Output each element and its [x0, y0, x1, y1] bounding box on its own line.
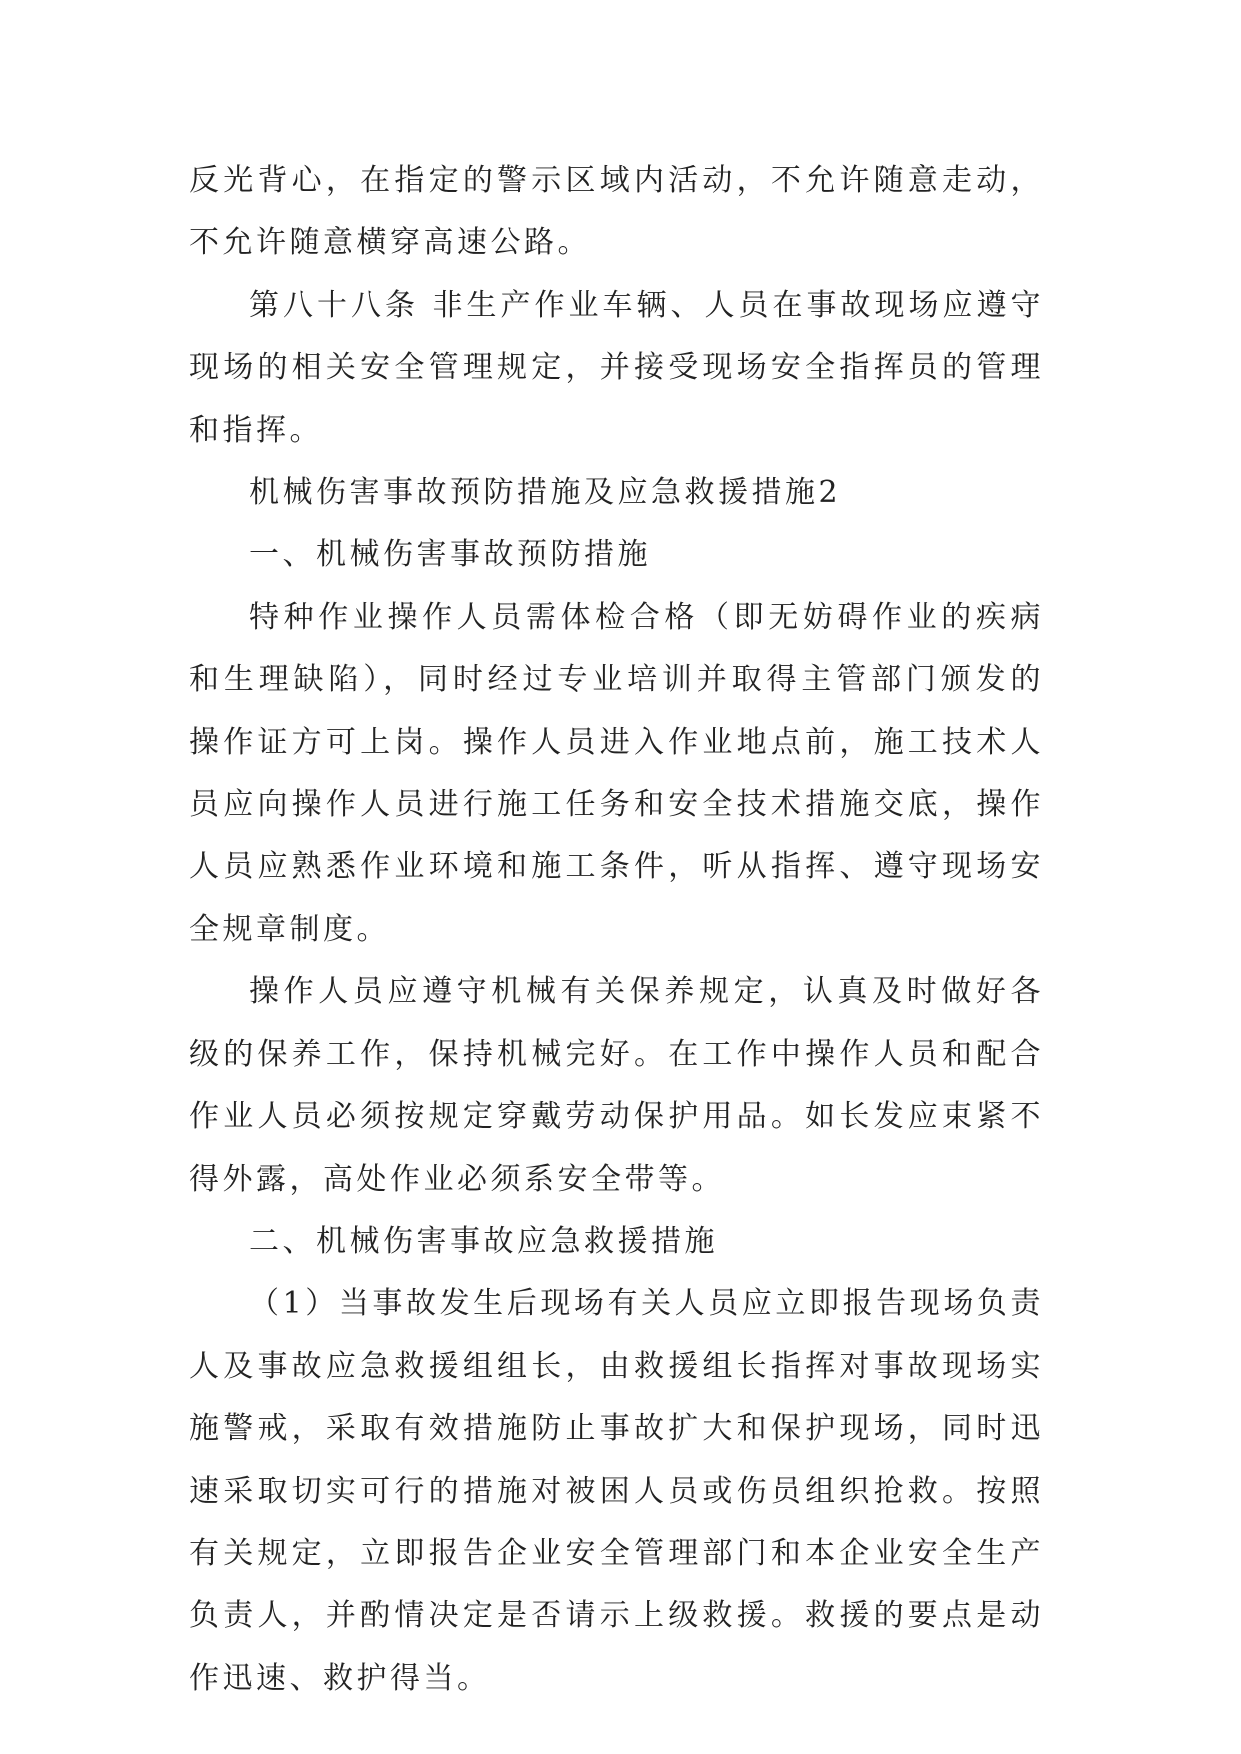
- heading-emergency-rescue: 二、机械伤害事故应急救援措施: [249, 1223, 718, 1259]
- section-title: 机械伤害事故预防措施及应急救援措施2: [249, 475, 842, 511]
- paragraph-maintenance: 操作人员应遵守机械有关保养规定，认真及时做好各级的保养工作，保持机械完好。在工作中操作人员和配合作业人员必须按规定穿戴劳动保护用品。如长发应束紧不得外露，高处作业必须系安全带等。: [189, 974, 1044, 1197]
- paragraph-special-operators: 特种作业操作人员需体检合格（即无妨碍作业的疾病和生理缺陷），同时经过专业培训并取得主管部门颁发的操作证方可上岗。操作人员进入作业地点前，施工技术人员应向操作人员进行施工任务和安全技术措施交底，操作人员应熟悉作业环境和施工条件，听从指挥、遵守现场安全规章制度。: [189, 599, 1044, 947]
- heading-prevention: 一、机械伤害事故预防措施: [249, 537, 651, 573]
- paragraph-rescue-step-1: （1）当事故发生后现场有关人员应立即报告现场负责人及事故应急救援组组长，由救援组长指挥对事故现场实施警戒，采取有效措施防止事故扩大和保护现场，同时迅速采取切实可行的措施对被困人员或伤员组织抢救。按照有关规定，立即报告企业安全管理部门和本企业安全生产负责人，并酌情决定是否请示上级救援。救援的要点是动作迅速、救护得当。: [189, 1286, 1044, 1696]
- paragraph-article-88: 第八十八条 非生产作业车辆、人员在事故现场应遵守现场的相关安全管理规定，并接受现场安全指挥员的管理和指挥。: [189, 287, 1044, 448]
- document-body: [189, 150, 1044, 1710]
- paragraph-continuation: 反光背心，在指定的警示区域内活动，不允许随意走动，不允许随意横穿高速公路。: [189, 163, 1044, 261]
